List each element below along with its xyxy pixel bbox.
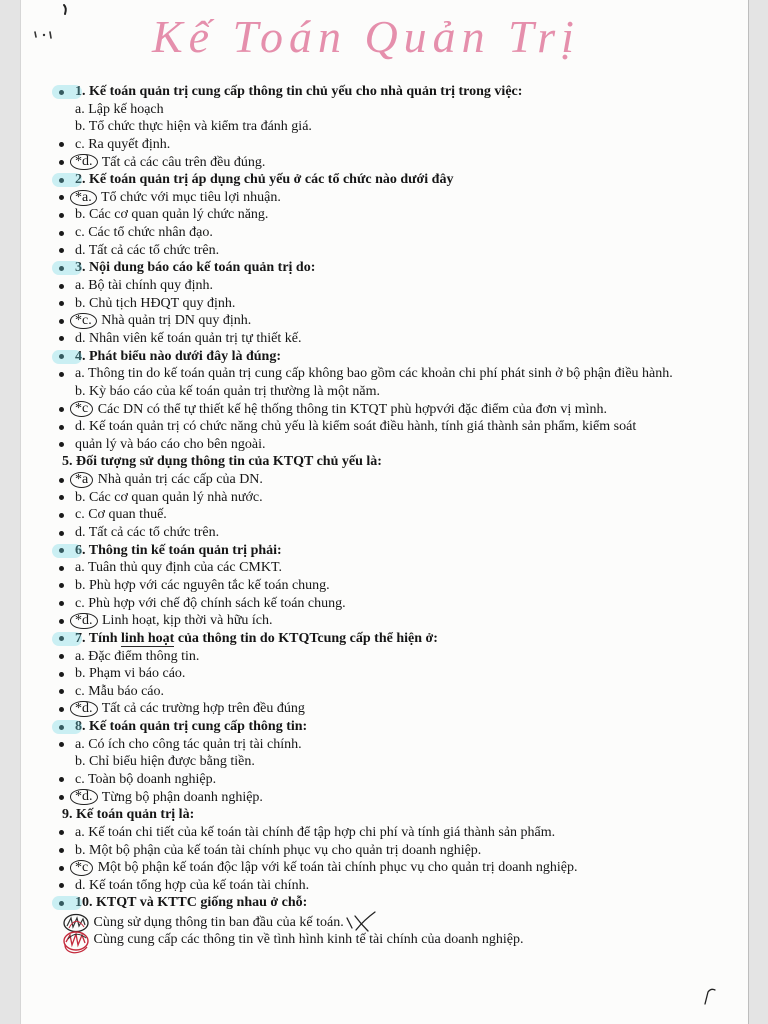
option-label: b. (75, 207, 86, 223)
scribbled-circle-icon (62, 930, 90, 950)
option-text: Các tổ chức nhân đạo. (88, 225, 213, 241)
option-label: a. (75, 278, 85, 294)
option-text: Các DN có thể tự thiết kế hệ thống thông tin KTQT phù hợpvới đặc điểm của đơn vị mình. (97, 401, 608, 417)
option-text: Chủ tịch HĐQT quy định. (89, 295, 236, 311)
question-2 (0, 171, 768, 189)
option-text: Thông tin do kế toán quản trị cung cấp không bao gồm các khoản chi phí phát sinh ở bộ phận điều hành. (87, 366, 673, 382)
option-6a (0, 559, 768, 577)
option-label: c. (75, 225, 85, 241)
option-8b (0, 753, 768, 771)
question-text: 2. Kế toán quản trị áp dụng chủ yếu ở các tổ chức nào dưới đây (75, 172, 454, 188)
option-text: Ra quyết định. (88, 136, 171, 152)
option-8c (0, 771, 768, 789)
option-2b (0, 206, 768, 224)
option-text: Mẫu báo cáo. (88, 683, 165, 699)
option-2d (0, 242, 768, 260)
option-label: d. (75, 242, 86, 258)
option-label: d. (75, 419, 86, 435)
question-8 (0, 718, 768, 736)
circled-answer-label: *c. (70, 313, 97, 329)
option-text: Kế toán quản trị có chức năng chủ yếu là kiểm soát điều hành, tính giá thành sản phẩm, kiểm soát (89, 419, 637, 435)
question-text-end: của thông tin do KTQTcung cấp thể hiện ở: (174, 630, 438, 646)
question-7 (0, 630, 768, 648)
question-text (75, 631, 438, 647)
question-text: 1. Kế toán quản trị cung cấp thông tin chủ yếu cho nhà quản trị trong việc: (75, 84, 523, 99)
option-text: Cùng sử dụng thông tin ban đầu của kế toán. (93, 915, 344, 931)
option-label: a. (75, 101, 85, 117)
question-1 (0, 83, 768, 101)
option-text: Linh hoạt, kịp thời và hữu ích. (102, 613, 273, 629)
option-text: Phù hợp với chế độ chính sách kế toán chung. (88, 595, 346, 611)
circled-answer-label: *c (70, 860, 93, 876)
option-label: b. (75, 383, 86, 399)
option-4a (0, 365, 768, 383)
option-label: c. (75, 683, 85, 699)
question-text-start: 7. Tính (75, 630, 122, 646)
option-3b (0, 295, 768, 313)
option-text: Từng bộ phận doanh nghiệp. (101, 789, 263, 805)
option-7c (0, 683, 768, 701)
option-label: a. (75, 648, 85, 664)
option-text: Phù hợp với các nguyên tắc kế toán chung. (89, 577, 330, 593)
option-9a (0, 824, 768, 842)
option-text: Tổ chức với mục tiêu lợi nhuận. (100, 189, 281, 205)
option-2a (0, 189, 768, 207)
option-text: Phạm vi báo cáo. (89, 666, 186, 682)
option-10b (0, 930, 768, 948)
option-label: d. (75, 877, 86, 893)
option-8a (0, 736, 768, 754)
option-label: b. (75, 295, 86, 311)
option-text: Cơ quan thuế. (88, 507, 167, 523)
option-text: Một bộ phận kế toán độc lập với kế toán tài chính phục vụ cho quản trị doanh nghiệp. (97, 860, 578, 876)
option-4c (0, 401, 768, 419)
ink-mark (33, 30, 55, 40)
question-text: 6. Thông tin kế toán quản trị phải: (75, 542, 282, 558)
option-7d (0, 700, 768, 718)
option-5b (0, 489, 768, 507)
option-text: Các cơ quan quản lý chức năng. (89, 207, 269, 223)
option-3c (0, 312, 768, 330)
option-8d (0, 789, 768, 807)
option-text: Đặc điểm thông tin. (88, 648, 200, 664)
option-text: quản lý và báo cáo cho bên ngoài. (75, 436, 266, 452)
option-label: b. (75, 577, 86, 593)
question-text: 4. Phát biểu nào dưới đây là đúng: (75, 348, 281, 364)
option-1b (0, 118, 768, 136)
question-9 (0, 806, 768, 824)
option-7a (0, 648, 768, 666)
question-text: 9. Kế toán quản trị là: (62, 807, 195, 823)
circled-answer-label: *a. (70, 190, 97, 206)
circled-answer-label: *a (70, 472, 93, 488)
question-text: 5. Đối tượng sử dụng thông tin của KTQT chủ yếu là: (62, 454, 382, 470)
option-label: a. (75, 736, 85, 752)
option-label: a. (75, 824, 85, 840)
circled-answer-label: *c (70, 401, 93, 417)
circled-answer-label: *d. (70, 154, 98, 170)
option-text: Một bộ phận của kế toán tài chính phục vụ cho quản trị doanh nghiệp. (89, 842, 482, 858)
ink-mark (60, 4, 70, 16)
option-text: Tất cả các tổ chức trên. (88, 242, 220, 258)
option-text: Các cơ quan quản lý nhà nước. (89, 489, 263, 505)
option-text: Tất cả các tổ chức trên. (88, 525, 220, 541)
option-text: Lập kế hoạch (88, 101, 164, 117)
option-label: b. (75, 489, 86, 505)
option-4d-continued (0, 436, 768, 454)
option-5c (0, 506, 768, 524)
option-9d (0, 877, 768, 895)
option-text: Cùng cung cấp các thông tin về tình hình kinh tế tài chính của doanh nghiệp. (93, 931, 524, 947)
option-text: Có ích cho công tác quản trị tài chính. (88, 736, 302, 752)
option-label: a. (75, 560, 85, 576)
option-2c (0, 224, 768, 242)
option-label: c. (75, 771, 85, 787)
question-4 (0, 348, 768, 366)
question-10 (0, 894, 768, 912)
option-text: Tổ chức thực hiện và kiểm tra đánh giá. (88, 119, 312, 135)
option-9b (0, 842, 768, 860)
question-3 (0, 259, 768, 277)
option-7b (0, 665, 768, 683)
option-10a (0, 912, 768, 930)
option-text: Nhà quản trị DN quy định. (101, 313, 252, 329)
option-text: Tuân thủ quy định của các CMKT. (87, 560, 282, 576)
circled-answer-label: *d. (70, 613, 98, 629)
page-title: Kế Toán Quản Trị (152, 11, 580, 62)
option-3d (0, 330, 768, 348)
question-5 (0, 453, 768, 471)
option-label: d. (75, 525, 86, 541)
option-label: b. (75, 842, 86, 858)
option-text: Kế toán chi tiết của kế toán tài chính để tập hợp chi phí và tính giá thành sản phẩm. (88, 824, 556, 840)
option-text: Toàn bộ doanh nghiệp. (87, 771, 217, 787)
option-1c (0, 136, 768, 154)
option-3a (0, 277, 768, 295)
option-label: a. (75, 366, 85, 382)
question-list (0, 83, 768, 947)
option-label: b. (75, 666, 86, 682)
underlined-phrase: linh hoạt (121, 630, 175, 646)
option-text: Bộ tài chính quy định. (88, 278, 214, 294)
option-9c (0, 859, 768, 877)
option-text: Kỳ báo cáo của kế toán quản trị thường là một năm. (89, 383, 381, 399)
option-text: Nhân viên kế toán quản trị tự thiết kế. (89, 330, 302, 346)
option-text: Kế toán tổng hợp của kế toán tài chính. (89, 877, 310, 893)
ink-mark (702, 986, 718, 1006)
circled-answer-label: *d. (70, 789, 98, 805)
option-5a (0, 471, 768, 489)
option-text: Tất cả các câu trên đều đúng. (101, 154, 266, 170)
option-text: Chỉ biểu hiện được bằng tiền. (89, 754, 255, 770)
question-text: 10. KTQT và KTTC giống nhau ở chỗ: (75, 895, 308, 911)
question-text: 3. Nội dung báo cáo kế toán quản trị do: (75, 260, 316, 276)
question-text: 8. Kế toán quản trị cung cấp thông tin: (75, 719, 308, 735)
option-label: d. (75, 330, 86, 346)
option-5d (0, 524, 768, 542)
option-1a (0, 101, 768, 119)
option-6d (0, 612, 768, 630)
option-label: c. (75, 595, 85, 611)
option-6b (0, 577, 768, 595)
option-4d (0, 418, 768, 436)
option-label: b. (75, 754, 86, 770)
option-6c (0, 595, 768, 613)
option-label: c. (75, 507, 85, 523)
option-4b (0, 383, 768, 401)
question-6 (0, 542, 768, 560)
option-label: c. (75, 136, 85, 152)
option-1d (0, 154, 768, 172)
option-text: Nhà quản trị các cấp của DN. (97, 472, 263, 488)
option-text: Tất cả các trường hợp trên đều đúng (101, 701, 305, 717)
option-label: b. (75, 119, 86, 135)
circled-answer-label: *d. (70, 701, 98, 717)
